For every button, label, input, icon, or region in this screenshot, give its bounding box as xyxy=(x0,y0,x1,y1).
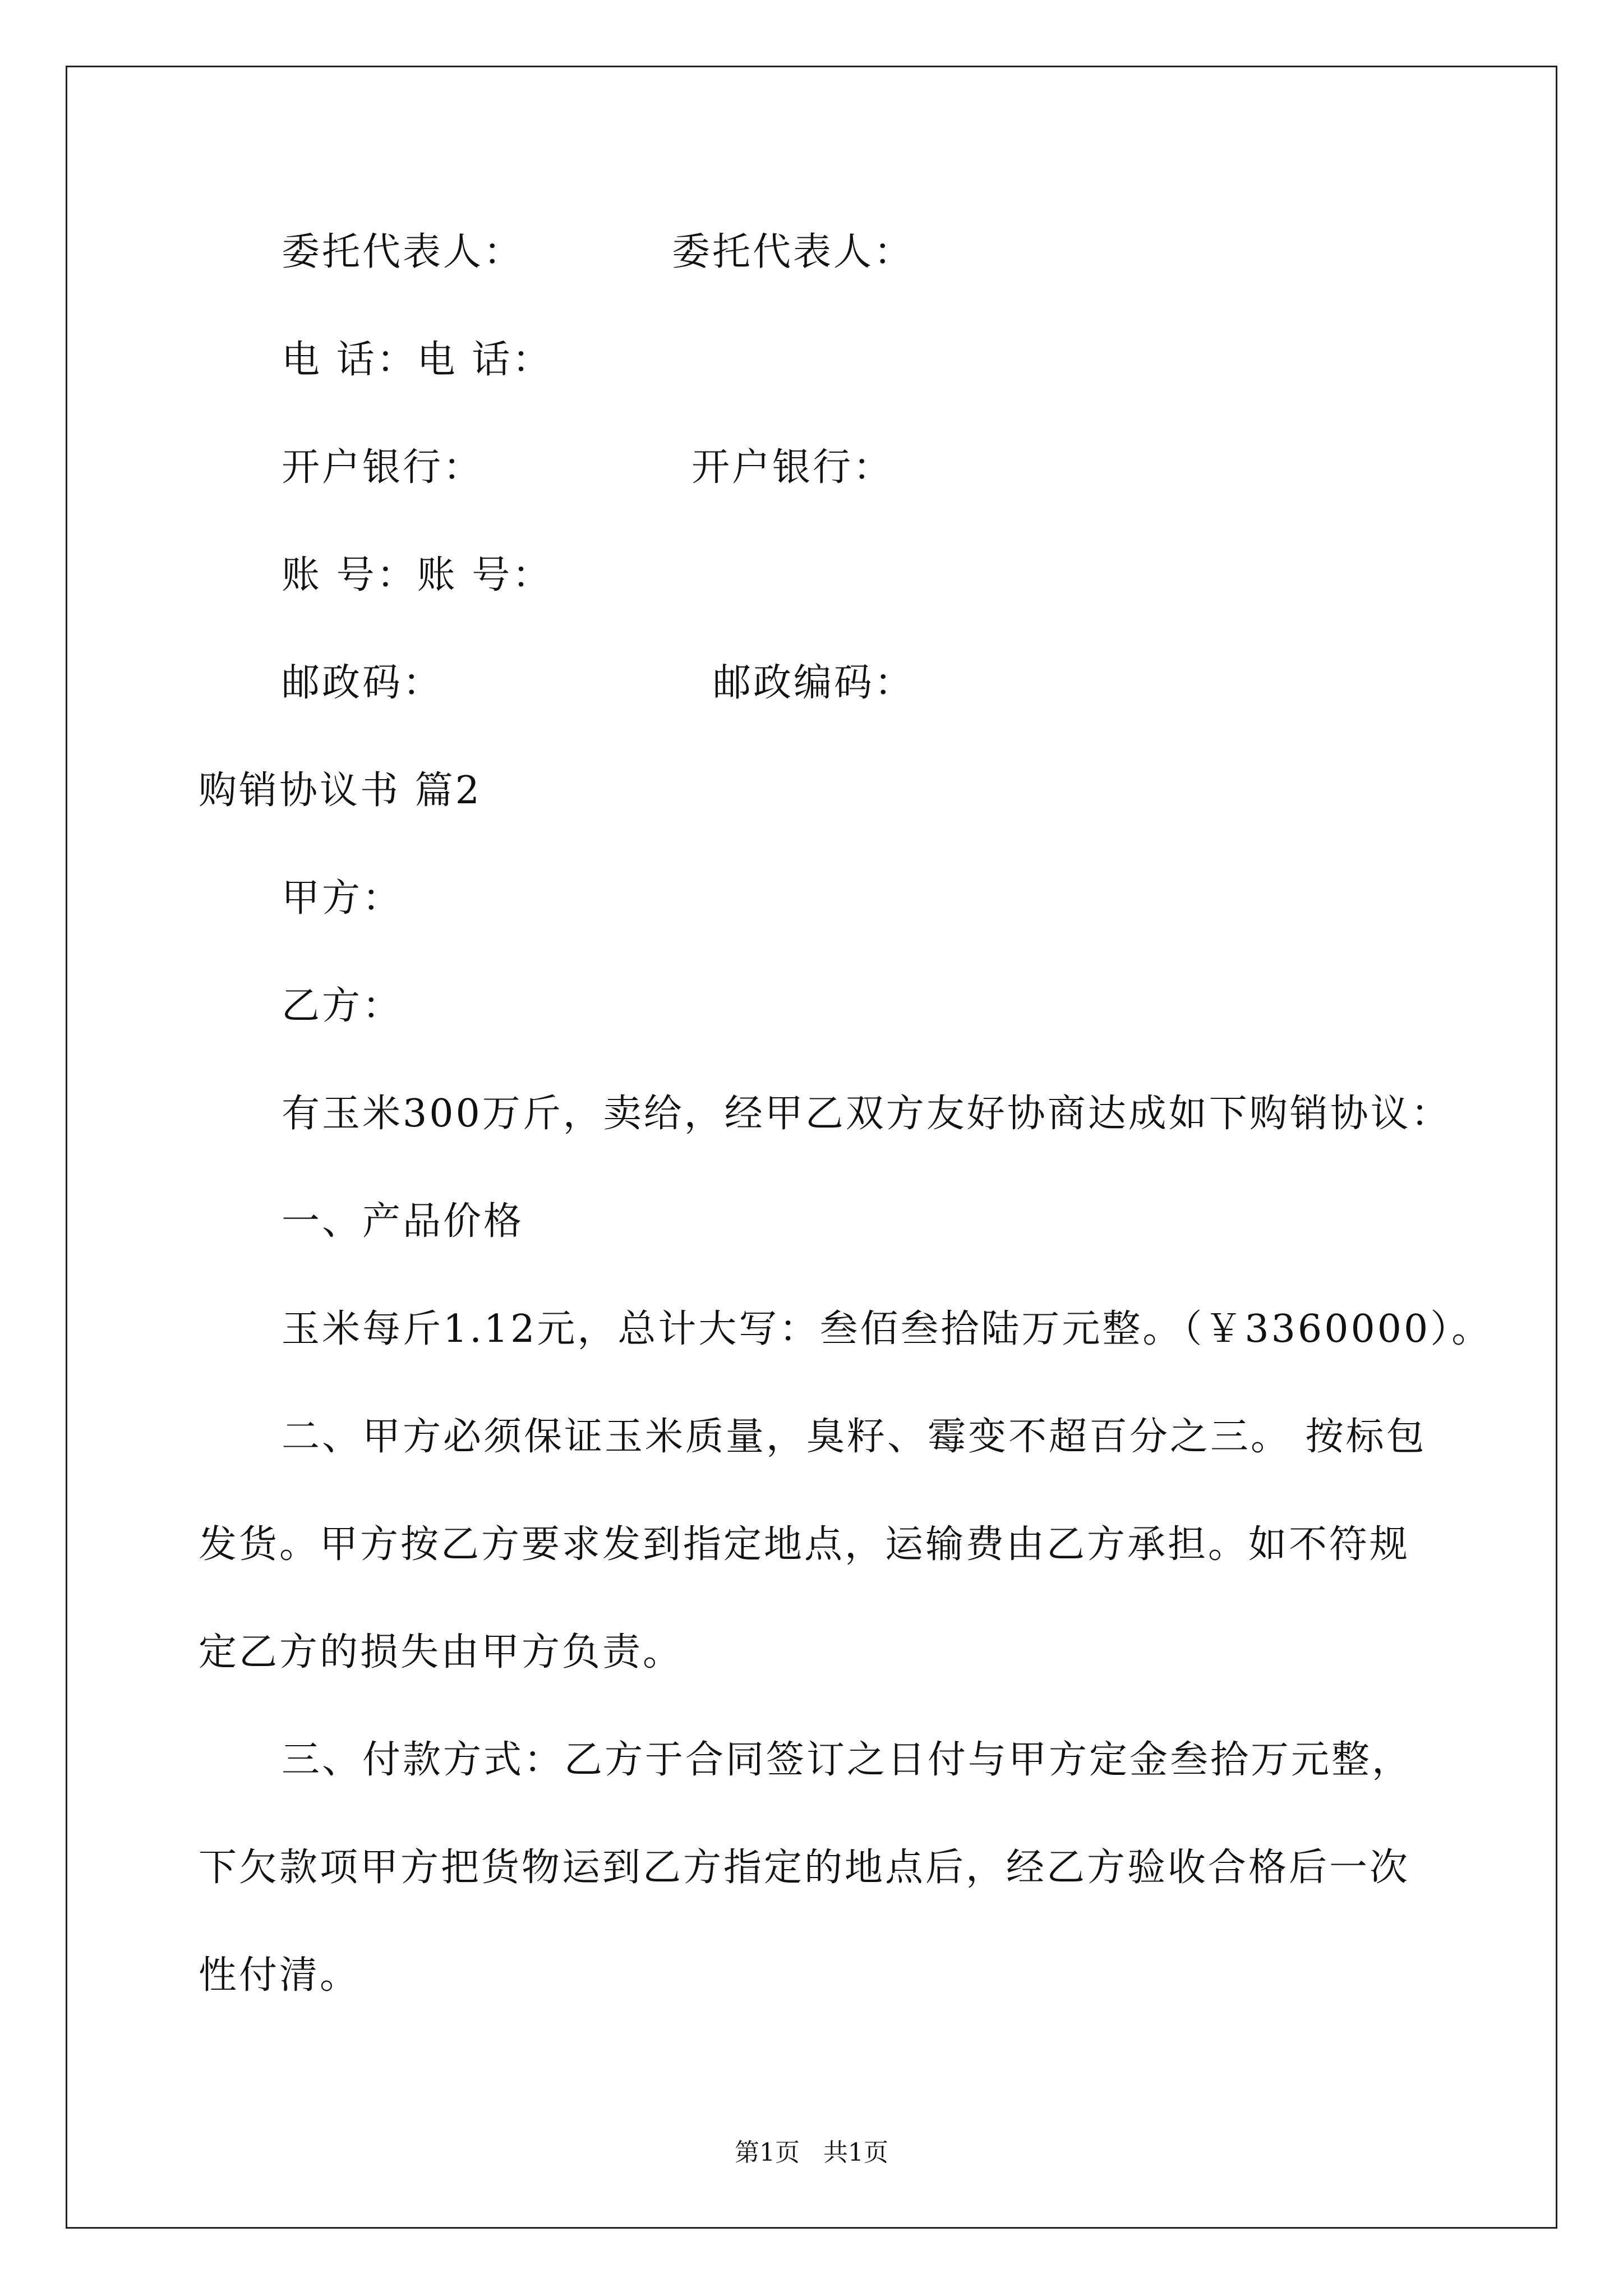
contact-row-postcode xyxy=(282,658,443,708)
clause3-line1: 三、付款方式：乙方于合同签订之日付与甲方定金叁拾万元整， xyxy=(282,1738,1413,1782)
page-border xyxy=(66,66,1557,2229)
bank-label-left: 开户银行： xyxy=(282,445,484,490)
representative-label-right: 委托代表人： xyxy=(672,230,915,274)
clause1-title: 一、产品价格 xyxy=(282,1199,524,1244)
clause3-line2: 下欠款项甲方把货物运到乙方指定的地点后，经乙方验收合格后一次 xyxy=(199,1846,1410,1890)
contact-row-representative-right xyxy=(672,227,914,278)
clause1-body: 玉米每斤1.12元，总计大写：叁佰叁拾陆万元整。（￥3360000）。 xyxy=(282,1307,1492,1351)
party-a-label: 甲方： xyxy=(282,876,403,921)
representative-label-left: 委托代表人： xyxy=(282,230,524,274)
postcode-label-right: 邮政编码： xyxy=(713,661,915,705)
clause3-line3: 性付清。 xyxy=(199,1953,361,1998)
contact-row-representative xyxy=(282,227,524,278)
postcode-label-left: 邮政码： xyxy=(282,661,444,705)
page-footer: 第1页 共1页 xyxy=(735,2138,888,2167)
section-title: 购销协议书 篇2 xyxy=(199,769,482,813)
bank-label-right: 开户银行： xyxy=(691,445,894,490)
contact-row-bank-right xyxy=(691,443,893,493)
contact-row-phone: 电 话：电 话： xyxy=(282,338,553,382)
intro-paragraph: 有玉米300万斤，卖给，经甲乙双方友好协商达成如下购销协议： xyxy=(282,1092,1451,1136)
contact-row-bank xyxy=(282,443,483,493)
contact-row-postcode-right xyxy=(713,658,915,708)
clause2-line1: 二、甲方必须保证玉米质量，臭籽、霉变不超百分之三。 按标包 xyxy=(282,1415,1427,1459)
clause2-line2: 发货。甲方按乙方要求发到指定地点，运输费由乙方承担。如不符规 xyxy=(199,1522,1410,1567)
contact-row-account: 账 号：账 号： xyxy=(282,553,553,597)
clause2-line3: 定乙方的损失由甲方负责。 xyxy=(199,1630,684,1674)
party-b-label: 乙方： xyxy=(282,984,403,1028)
